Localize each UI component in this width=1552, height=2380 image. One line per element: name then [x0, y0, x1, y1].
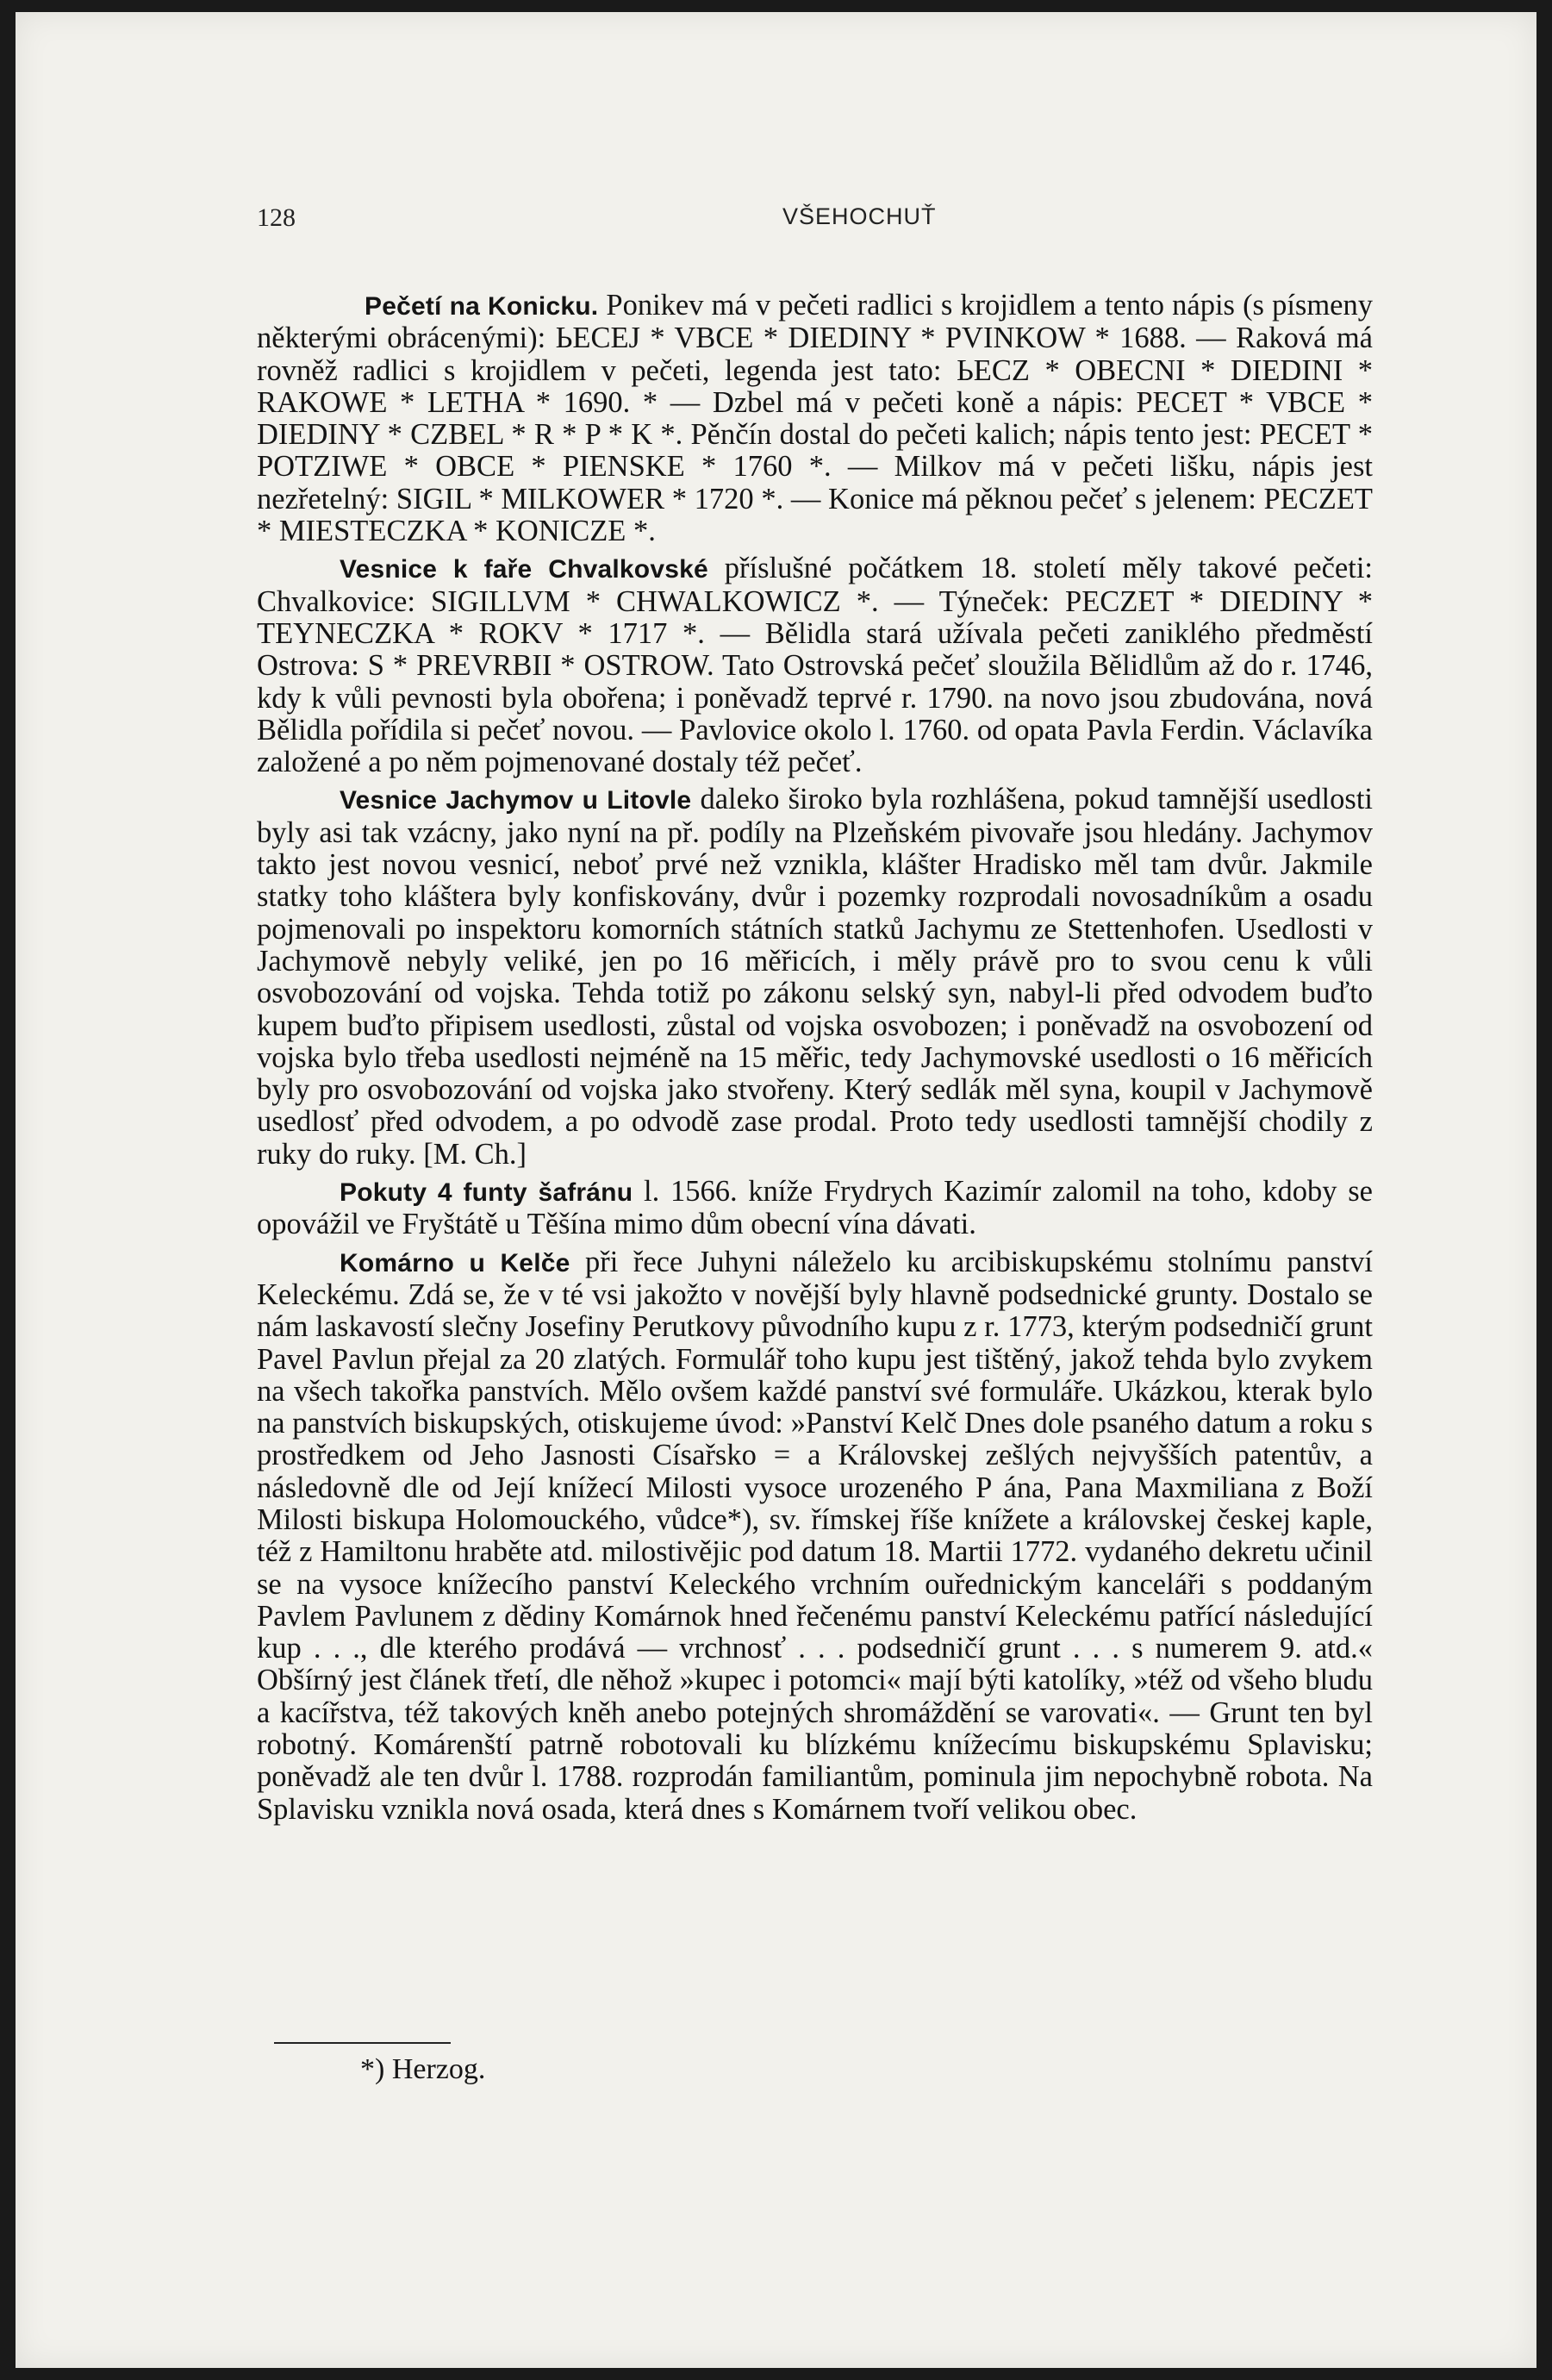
paragraph-text: příslušné počátkem 18. století měly takové pečeti: Chvalkovice: SIGILLVM * CHWALKOWICZ *. — Týneček: PECZET * DIEDINY * TEYNECZKA * ROKV * 1717 *. — Bělidla stará užívala pečeti zaniklého předměstí Ostrova: S * PREVRBII * OSTROW. Tato Ostrovská pečeť sloužila Bělidlům až do r. 1746, kdy k vůli pevnosti byla obořena; i poněvadž teprvé r. 1790. na novo jsou zbudována, nová Bělidla pořídila si pečeť novou. — Pavlovice okolo l. 1760. od opata Pavla Ferdin. Václavíka založené a po něm pojmenované dostaly též pečeť. [257, 552, 1374, 779]
paragraph-pokuty [257, 1176, 1373, 1241]
running-header [257, 203, 1377, 238]
paragraph-chvalkovice [257, 553, 1373, 778]
paragraph-heading: Vesnice k faře Chvalkovské [340, 555, 708, 584]
running-title: VŠEHOCHUŤ [782, 203, 937, 229]
paragraph-komarno [257, 1246, 1373, 1826]
paragraph-text: Ponikev má v pečeti radlici s krojidlem a tento nápis (s písmeny některými obrácenými): ЬECEJ * VBCE * DIEDINY * PVINKOW * 1688. — Raková má rovněž radlici s krojidlem v pečeti, legenda jest tato: ЬECZ * OBECNI * DIEDINI * RAKOWE * LETHA * 1690. * — Dzbel má v pečeti koně a nápis: PECET * VBCE * DIEDINY * CZBEL * R * P * K *. Pěnčín dostal do pečeti kalich; nápis tento jest: PECET * POTZIWE * OBCE * PIENSKE * 1760 *. — Milkov má v pečeti lišku, nápis jest nezřetelný: SIGIL * MILKOWER * 1720 *. — Konice má pěknou pečeť s jelenem: PECZET * MIESTECZKA * KONICZE *. [257, 289, 1373, 548]
paragraph-konicko [257, 290, 1373, 547]
page-number: 128 [257, 203, 296, 232]
paragraph-text: daleko široko byla rozhlášena, pokud tamnější usedlosti byly asi tak vzácny, jako nyní na př. podíly na Plzeňském pivovaře jsou hledány. Jachymov takto jest novou vesnicí, neboť prvé než vznikla, klášter Hradisko měl tam dvůr. Jakmile statky toho kláštera byly konfiskovány, dvůr i pozemky rozprodali novosadníkům a osadu pojmenovali po inspektoru komorních státních statků Jachymu ze Stettenhofen. Usedlosti v Jachymově nebyly veliké, jen po 16 měřicích, i měly právě pro to svou cenu k vůli osvobozování od vojska. Tehda totiž po zákonu selský syn, nabyl-li před odvodem buďto kupem buďto připisem usedlosti, zůstal od vojska osvobozen; i poněvadž na osvobození od vojska bylo třeba usedlosti nejméně na 15 měřic, tedy Jachymovské usedlosti o 16 měřicích byly pro osvobozování od vojska jako stvořeny. Který sedlák měl syna, koupil v Jachymově usedlosť před odvodem, a po odvodě zase prodal. Proto tedy usedlosti tamnější chodily z ruky do ruky. [M. Ch.] [257, 783, 1373, 1171]
paragraph-jachymov [257, 784, 1373, 1171]
paragraph-heading: Pokuty 4 funty šafránu [340, 1178, 633, 1208]
footnote-divider [274, 2042, 451, 2044]
paragraph-text: při řece Juhyni náleželo ku arcibiskupskému stolnímu panství Keleckému. Zdá se, že v té vsi jakožto v novější byly hlavně podsednické grunty. Dostalo se nám laskavostí slečny Josefiny Perutkovy původního kupu z r. 1773, kterým podsedničí grunt Pavel Pavlun přejal za 20 zlatých. Formulář toho kupu jest tištěný, jakož tehda bylo zvykem na všech takořka panstvích. Mělo ovšem každé panství své formuláře. Ukázkou, kterak bylo na panstvích biskupských, otiskujeme úvod: »Panství Kelč Dnes dole psaného datum a roku s prostředkem od Jeho Jasnosti Císařsko = a Královskej zešlých nejvyšších patentův, a následovně dle od Její knížecí Milosti vysoce urozeného P ána, Pana Maxmiliana z Boží Milosti biskupa Holomouckého, vůdce*), sv. římskej říše knížete a královskej českej kaple, též z Hamiltonu hraběte atd. milostivějic pod datum 18. Martii 1772. vydaného dekretu učinil se na vysoce knížecího panství Keleckého vrchním ouřednickým kanceláři s poddaným Pavlem Pavlunem z dědiny Komárnok hned řečenému panství Keleckému patřící následující kup . . ., dle kterého prodává — vrchnosť . . . podsedničí grunt . . . s numerem 9. atd.« Obšírný jest článek třetí, dle něhož »kupec i potomci« mají býti katolíky, »též od všeho bludu a kacířstva, též takových kněh anebo potejných shromáždění se varovati«. — Grunt ten byl robotný. Komárenští patrně robotovali ku blízkému knížecímu biskupskému Splavisku; poněvadž ale ten dvůr l. 1788. rozprodán familiantům, pominula jim nepochybně robota. Na Splavisku vznikla nová osada, která dnes s Komárnem tvoří velikou obec. [257, 1245, 1373, 1826]
paragraph-heading: Komárno u Kelče [340, 1248, 570, 1277]
paragraph-heading: Vesnice Jachymov u Litovle [340, 786, 692, 815]
book-page [16, 12, 1536, 2368]
paragraph-text: l. 1566. kníže Frydrych Kazimír zalomil na toho, kdoby se opovážil ve Fryštátě u Těšína mimo dům obecní vína dávati. [257, 1175, 1373, 1241]
footnote: *) Herzog. [360, 2053, 486, 2085]
paragraph-heading: Pečetí na Konicku. [365, 292, 599, 321]
body-text [257, 290, 1373, 1831]
